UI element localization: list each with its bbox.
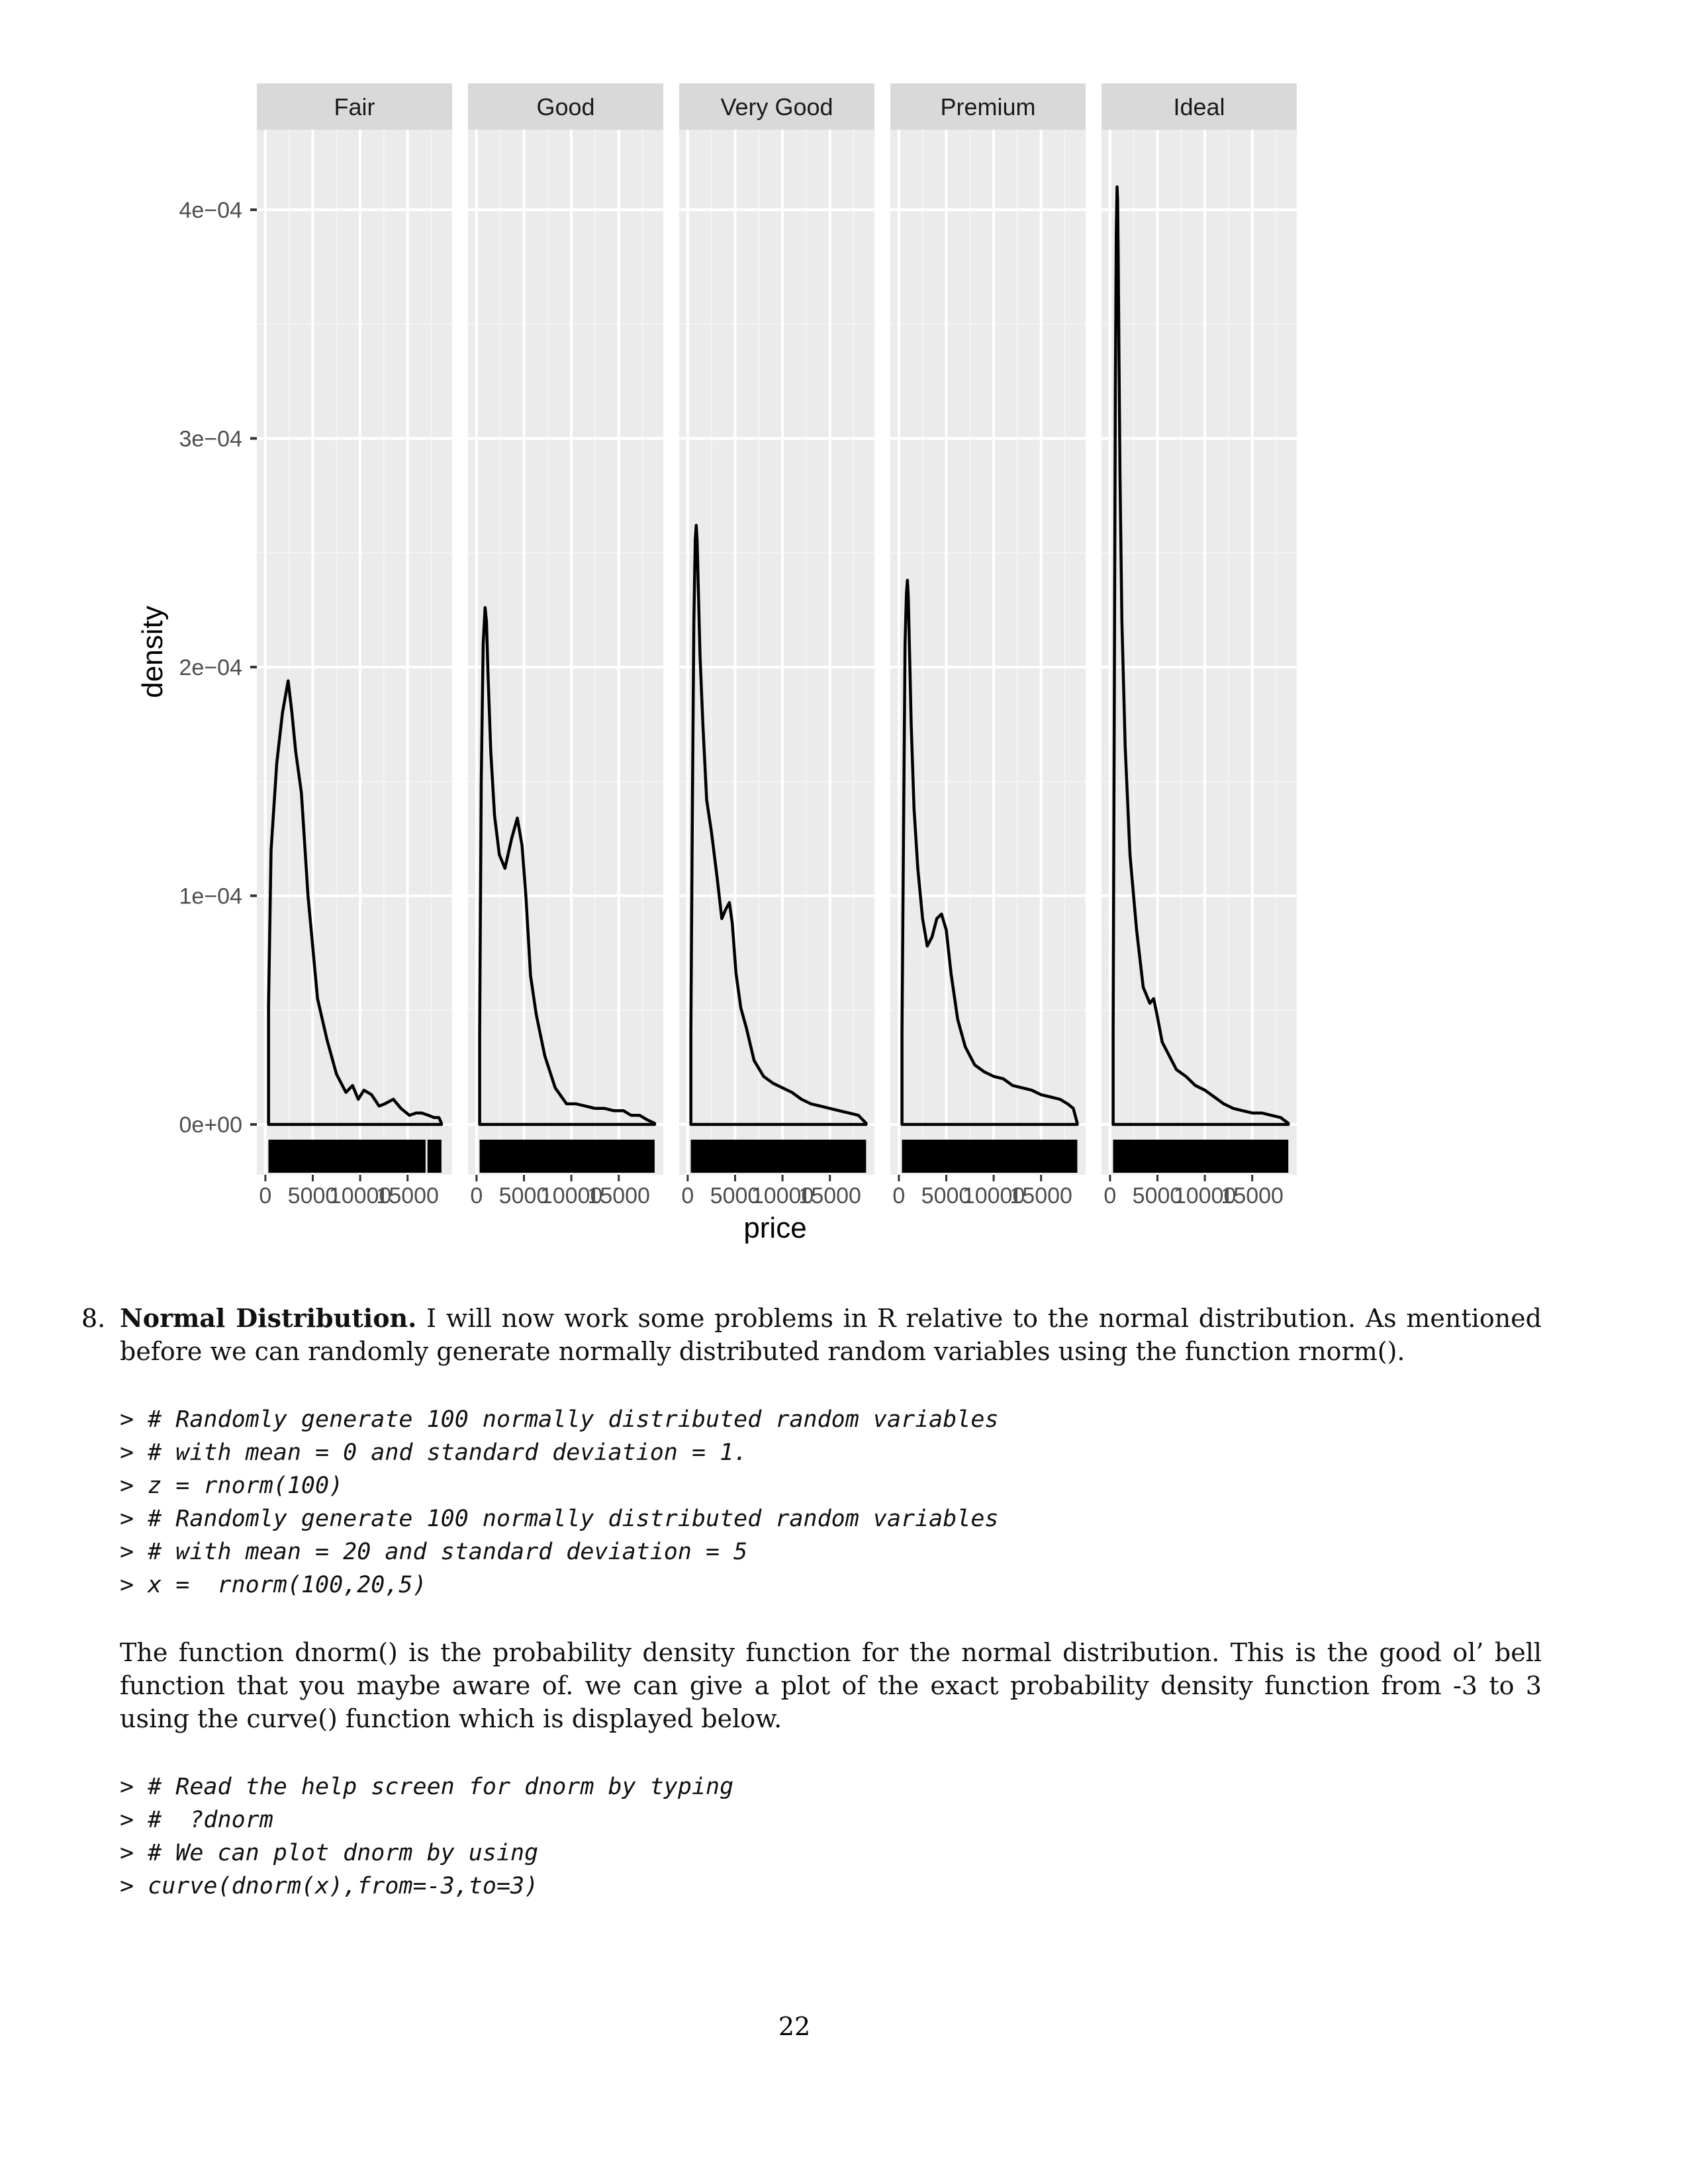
x-tick-label: 0: [892, 1183, 906, 1208]
facet-panel-fair: [257, 83, 452, 1208]
rug-marks: [269, 1140, 426, 1173]
facet-strip-label: Ideal: [1173, 93, 1225, 120]
panel-background: [257, 130, 452, 1175]
panel-background: [890, 130, 1086, 1175]
code-block-rnorm: [120, 1403, 1542, 1602]
panel-background: [1102, 130, 1297, 1175]
x-tick-label: 10000: [751, 1183, 814, 1208]
code-line: > # Randomly generate 100 normally distributed random variables: [120, 1506, 999, 1532]
facet-strip-label: Good: [536, 93, 595, 120]
panel-background: [468, 130, 663, 1175]
x-tick-label: 15000: [798, 1183, 861, 1208]
y-axis-title: density: [136, 606, 169, 698]
x-tick-label: 10000: [328, 1183, 392, 1208]
x-tick-label: 10000: [1173, 1183, 1237, 1208]
x-tick-label: 5000: [498, 1183, 549, 1208]
rug-marks: [691, 1140, 867, 1173]
code-line: > x = rnorm(100,20,5): [120, 1572, 427, 1598]
x-tick-label: 0: [681, 1183, 694, 1208]
code-line: > # Read the help screen for dnorm by typing: [120, 1774, 734, 1800]
y-tick-label: 4e−04: [179, 197, 242, 223]
code-line: > z = rnorm(100): [120, 1473, 344, 1499]
item-number: 8.: [81, 1304, 106, 1333]
rug-marks: [902, 1140, 1078, 1173]
normal-distribution-section: [120, 1302, 1542, 1903]
dnorm-paragraph: The function dnorm() is the probability density function for the normal distribution. This is the good ol’ bell function that you maybe aware of. we can give a plot of the exact probability density function from -3 to 3 using the curve() function which is displayed below.: [120, 1638, 1542, 1733]
facet-panel-premium: [890, 83, 1086, 1208]
y-tick-label: 0e+00: [179, 1112, 242, 1138]
x-tick-label: 15000: [1009, 1183, 1072, 1208]
y-tick-label: 2e−04: [179, 655, 242, 680]
x-tick-label: 15000: [587, 1183, 650, 1208]
code-line: > # We can plot dnorm by using: [120, 1840, 539, 1866]
code-line: > # with mean = 20 and standard deviation = 5: [120, 1539, 748, 1565]
rug-marks: [428, 1140, 442, 1173]
facet-strip-label: Premium: [940, 93, 1036, 120]
x-tick-label: 15000: [376, 1183, 439, 1208]
code-line: > # with mean = 0 and standard deviation = 1.: [120, 1439, 748, 1466]
x-tick-label: 15000: [1221, 1183, 1284, 1208]
rug-marks: [480, 1140, 655, 1173]
x-tick-label: 10000: [539, 1183, 603, 1208]
x-tick-label: 10000: [962, 1183, 1025, 1208]
intro-paragraph: [120, 1302, 1542, 1368]
y-tick-label: 3e−04: [179, 426, 242, 452]
code-block-dnorm: [120, 1770, 1542, 1903]
x-tick-label: 0: [259, 1183, 272, 1208]
x-axis-title: price: [743, 1212, 807, 1244]
facet-panel-good: [468, 83, 663, 1208]
facet-strip-label: Very Good: [720, 93, 833, 120]
x-tick-label: 5000: [287, 1183, 338, 1208]
code-line: > # Randomly generate 100 normally distributed random variables: [120, 1406, 999, 1433]
rug-marks: [1113, 1140, 1289, 1173]
x-tick-label: 0: [470, 1183, 483, 1208]
x-tick-label: 5000: [921, 1183, 972, 1208]
code-line: > curve(dnorm(x),from=-3,to=3): [120, 1873, 539, 1899]
facet-panel-very-good: [679, 83, 874, 1208]
facet-strip-label: Fair: [334, 93, 375, 120]
facet-panel-ideal: [1102, 83, 1297, 1208]
x-tick-label: 5000: [710, 1183, 761, 1208]
y-axis: [179, 198, 258, 1138]
code-line: > # ?dnorm: [120, 1807, 273, 1833]
panel-background: [679, 130, 874, 1175]
x-tick-label: 5000: [1132, 1183, 1183, 1208]
y-tick-label: 1e−04: [179, 884, 242, 909]
page-number: 22: [778, 2012, 811, 2041]
intro-text: I will now work some problems in R relative to the normal distribution. As mentioned before we can randomly generate normally distributed random variables using the function rnorm().: [120, 1304, 1542, 1366]
x-tick-label: 0: [1103, 1183, 1117, 1208]
section-heading: Normal Distribution.: [120, 1303, 417, 1333]
